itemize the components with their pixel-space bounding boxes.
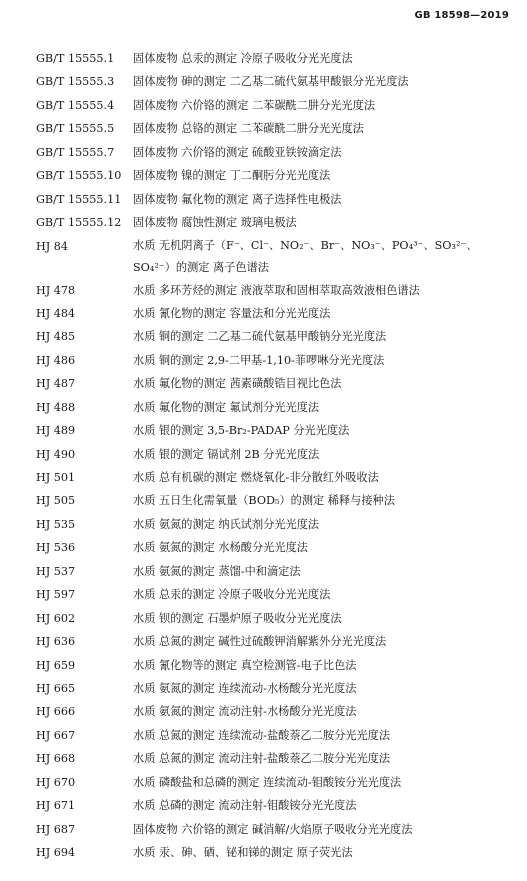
standard-row — [0, 724, 527, 747]
standard-code: HJ 602 — [36, 611, 76, 625]
standard-title: 水质 总汞的测定 冷原子吸收分光光度法 — [133, 588, 331, 602]
standard-code: HJ 485 — [36, 330, 76, 344]
standard-code: HJ 478 — [36, 283, 76, 297]
standard-code: HJ 535 — [36, 517, 76, 531]
standard-title: 水质 汞、砷、硒、铋和锑的测定 原子荧光法 — [133, 846, 353, 859]
standard-number-header: GB 18598—2019 — [414, 10, 509, 21]
standard-row — [0, 117, 527, 140]
standard-row — [0, 141, 527, 164]
standard-row — [0, 677, 527, 700]
standard-code: HJ 490 — [36, 447, 76, 461]
standard-code: HJ 670 — [36, 775, 76, 789]
standard-title: 水质 钡的测定 石墨炉原子吸收分光光度法 — [133, 611, 342, 625]
standard-code: HJ 694 — [36, 846, 76, 859]
standard-title: 水质 氟化物的测定 氟试剂分光光度法 — [133, 400, 320, 414]
standard-title: 水质 总氮的测定 连续流动-盐酸萘乙二胺分光光度法 — [133, 728, 391, 742]
standard-code: HJ 501 — [36, 471, 76, 484]
standard-code: GB/T 15555.5 — [36, 122, 115, 136]
standard-row — [0, 818, 527, 841]
standard-title: 水质 银的测定 镉试剂 2B 分光光度法 — [133, 447, 320, 461]
standard-title: 水质 磷酸盐和总磷的测定 连续流动-钼酸铵分光光度法 — [133, 775, 402, 789]
standard-title: 水质 氨氮的测定 水杨酸分光光度法 — [133, 541, 308, 555]
standard-row — [0, 513, 527, 536]
standard-title: 水质 总有机碳的测定 燃烧氧化-非分散红外吸收法 — [133, 471, 379, 484]
standard-title: 水质 氰化物等的测定 真空检测管-电子比色法 — [133, 658, 357, 672]
standard-title: 水质 五日生化需氧量（BOD₅）的测定 稀释与接种法 — [133, 494, 395, 508]
standard-code: HJ 597 — [36, 588, 76, 602]
standard-title: 固体废物 总铬的测定 二苯碳酰二肼分光光度法 — [133, 122, 364, 136]
standard-code: HJ 489 — [36, 424, 76, 438]
standard-code: HJ 668 — [36, 752, 76, 766]
standard-row — [0, 700, 527, 723]
standard-row — [0, 279, 527, 302]
standard-row — [0, 419, 527, 442]
standard-code: HJ 484 — [36, 306, 76, 320]
standard-title: 水质 总磷的测定 流动注射-钼酸铵分光光度法 — [133, 799, 357, 813]
standard-code: HJ 666 — [36, 705, 76, 719]
standard-code: GB/T 15555.7 — [36, 145, 115, 159]
standard-title: 水质 总氮的测定 流动注射-盐酸萘乙二胺分光光度法 — [133, 752, 391, 766]
standard-row — [0, 536, 527, 559]
standard-code: HJ 487 — [36, 377, 76, 391]
standard-title: 固体废物 六价铬的测定 碱消解/火焰原子吸收分光光度法 — [133, 822, 413, 836]
standard-code: GB/T 15555.12 — [36, 216, 122, 230]
standard-title: 水质 无机阴离子（F⁻、Cl⁻、NO₂⁻、Br⁻、NO₃⁻、PO₄³⁻、SO₃²⁻、SO₄²⁻）的测定 离子色谱法 — [133, 238, 478, 274]
standard-title: 固体废物 镍的测定 丁二酮肟分光光度法 — [133, 169, 331, 183]
standard-title: 水质 铜的测定 二乙基二硫代氨基甲酸钠分光光度法 — [133, 330, 387, 344]
standard-title: 固体废物 六价铬的测定 二苯碳酰二肼分光光度法 — [133, 98, 376, 112]
standard-row — [0, 372, 527, 395]
standard-code: GB/T 15555.11 — [36, 192, 122, 206]
standard-row — [0, 188, 527, 211]
standard-row — [0, 164, 527, 187]
standard-row — [0, 302, 527, 325]
standard-code: HJ 667 — [36, 728, 76, 742]
standard-title: 水质 氟化物的测定 茜素磺酸锆目视比色法 — [133, 377, 342, 391]
standard-code: HJ 488 — [36, 400, 76, 414]
standard-code: GB/T 15555.3 — [36, 75, 115, 89]
standard-code: GB/T 15555.1 — [36, 52, 115, 65]
standard-code: GB/T 15555.10 — [36, 169, 122, 183]
standard-row — [0, 47, 527, 70]
standard-code: GB/T 15555.4 — [36, 98, 115, 112]
standard-title: 固体废物 总汞的测定 冷原子吸收分光光度法 — [133, 52, 353, 65]
standard-row — [0, 94, 527, 117]
standard-title: 固体废物 砷的测定 二乙基二硫代氨基甲酸银分光光度法 — [133, 75, 409, 89]
standard-code: HJ 671 — [36, 799, 76, 813]
standard-row — [0, 630, 527, 653]
standard-title: 水质 铜的测定 2,9-二甲基-1,10-菲啰啉分光光度法 — [133, 353, 385, 367]
standard-code: HJ 537 — [36, 564, 76, 578]
standard-title: 水质 氨氮的测定 蒸馏-中和滴定法 — [133, 564, 301, 578]
standard-row — [0, 654, 527, 677]
standards-list — [0, 47, 527, 864]
standard-row — [0, 466, 527, 489]
standard-title: 水质 氨氮的测定 纳氏试剂分光光度法 — [133, 517, 320, 531]
standard-title: 水质 多环芳烃的测定 液液萃取和固相萃取高效液相色谱法 — [133, 283, 420, 297]
standard-row — [0, 747, 527, 770]
standard-title: 水质 总氮的测定 碱性过硫酸钾消解紫外分光光度法 — [133, 635, 387, 649]
standard-title: 固体废物 氟化物的测定 离子选择性电极法 — [133, 192, 342, 206]
standard-row — [0, 70, 527, 93]
standard-row — [0, 771, 527, 794]
standard-code: HJ 505 — [36, 494, 76, 508]
standard-title: 水质 氨氮的测定 连续流动-水杨酸分光光度法 — [133, 681, 357, 695]
standard-code: HJ 486 — [36, 353, 76, 367]
standard-row — [0, 583, 527, 606]
standard-code: HJ 84 — [36, 239, 69, 253]
standard-title: 水质 银的测定 3,5-Br₂-PADAP 分光光度法 — [133, 424, 350, 438]
standard-row — [0, 211, 527, 234]
standard-row — [0, 349, 527, 372]
standard-title: 水质 氨氮的测定 流动注射-水杨酸分光光度法 — [133, 705, 357, 719]
standard-title: 固体废物 腐蚀性测定 玻璃电极法 — [133, 216, 297, 230]
standard-row — [0, 607, 527, 630]
standard-row — [0, 235, 527, 279]
standard-row — [0, 560, 527, 583]
standard-code: HJ 659 — [36, 658, 76, 672]
standard-code: HJ 636 — [36, 635, 76, 649]
standard-row — [0, 325, 527, 348]
standard-row — [0, 396, 527, 419]
standard-title: 固体废物 六价铬的测定 硫酸亚铁铵滴定法 — [133, 145, 342, 159]
standard-code: HJ 536 — [36, 541, 76, 555]
standard-code: HJ 687 — [36, 822, 76, 836]
standard-row — [0, 794, 527, 817]
standard-row — [0, 443, 527, 466]
standard-row — [0, 489, 527, 512]
standard-title: 水质 氰化物的测定 容量法和分光光度法 — [133, 306, 331, 320]
standard-row — [0, 841, 527, 864]
standard-code: HJ 665 — [36, 681, 76, 695]
